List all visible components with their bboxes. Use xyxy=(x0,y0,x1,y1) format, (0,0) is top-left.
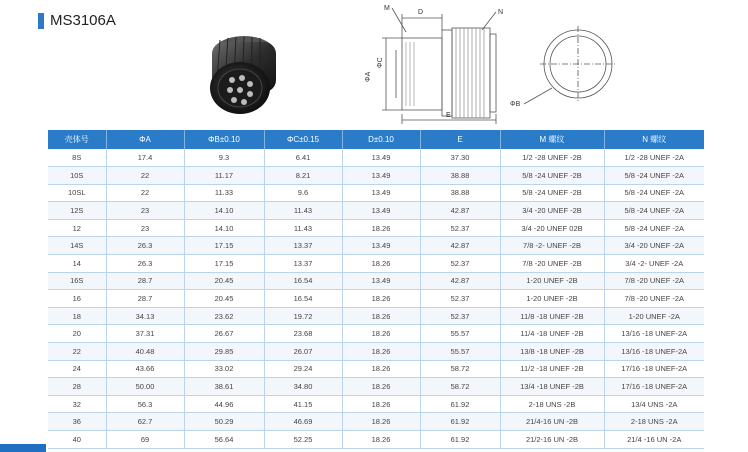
label-m: M xyxy=(384,5,390,12)
table-cell: 42.87 xyxy=(420,237,500,255)
title-accent-bar xyxy=(38,13,44,29)
table-row xyxy=(48,431,704,449)
table-cell: 29.85 xyxy=(184,343,264,361)
table-cell: 14 xyxy=(48,255,106,273)
table-cell: 18.26 xyxy=(342,378,420,396)
table-row xyxy=(48,219,704,237)
table-cell: 13.49 xyxy=(342,167,420,185)
table-cell: 9.3 xyxy=(184,149,264,167)
table-cell: 56.3 xyxy=(106,395,184,413)
table-cell: 13/8 -18 UNEF -2B xyxy=(500,343,604,361)
table-cell: 37.30 xyxy=(420,149,500,167)
table-cell: 13.49 xyxy=(342,184,420,202)
table-cell: 11/4 -18 UNEF -2B xyxy=(500,325,604,343)
table-cell: 7/8 -2- UNEF -2B xyxy=(500,237,604,255)
table-cell: 3/4 -20 UNEF -2A xyxy=(604,237,704,255)
header-shell-size: 壳体号 xyxy=(48,130,106,149)
table-cell: 11.33 xyxy=(184,184,264,202)
table-cell: 21/4-16 UN -2B xyxy=(500,413,604,431)
table-cell: 3/4 -2- UNEF -2A xyxy=(604,255,704,273)
table-cell: 37.31 xyxy=(106,325,184,343)
table-cell: 52.37 xyxy=(420,255,500,273)
table-cell: 69 xyxy=(106,431,184,449)
table-row xyxy=(48,184,704,202)
table-cell: 20.45 xyxy=(184,272,264,290)
table-cell: 17/16 -18 UNEF-2A xyxy=(604,360,704,378)
header-n-thread: N 螺纹 xyxy=(604,130,704,149)
table-cell: 19.72 xyxy=(264,307,342,325)
table-cell: 22 xyxy=(106,167,184,185)
title-block xyxy=(38,12,116,29)
corner-accent xyxy=(0,444,46,452)
table-row xyxy=(48,290,704,308)
table-cell: 17.4 xyxy=(106,149,184,167)
table-cell: 40.48 xyxy=(106,343,184,361)
table-cell: 6.41 xyxy=(264,149,342,167)
table-row xyxy=(48,395,704,413)
table-cell: 28.7 xyxy=(106,290,184,308)
table-cell: 34.80 xyxy=(264,378,342,396)
header-d: D±0.10 xyxy=(342,130,420,149)
table-cell: 38.88 xyxy=(420,184,500,202)
table-cell: 5/8 -24 UNEF -2B xyxy=(500,167,604,185)
table-cell: 1/2 -28 UNEF -2B xyxy=(500,149,604,167)
table-cell: 22 xyxy=(48,343,106,361)
table-cell: 13.37 xyxy=(264,255,342,273)
table-cell: 38.61 xyxy=(184,378,264,396)
table-row xyxy=(48,167,704,185)
table-cell: 5/8 -24 UNEF -2A xyxy=(604,167,704,185)
table-cell: 18.26 xyxy=(342,255,420,273)
table-cell: 7/8 -20 UNEF -2B xyxy=(500,255,604,273)
table-cell: 10SL xyxy=(48,184,106,202)
table-cell: 50.29 xyxy=(184,413,264,431)
table-cell: 12S xyxy=(48,202,106,220)
table-cell: 14S xyxy=(48,237,106,255)
table-cell: 5/8 -24 UNEF -2A xyxy=(604,219,704,237)
table-cell: 26.67 xyxy=(184,325,264,343)
table-cell: 9.6 xyxy=(264,184,342,202)
table-header-row xyxy=(48,130,704,149)
label-d: D xyxy=(418,9,424,16)
label-phi-c: ΦC xyxy=(377,57,384,68)
table-cell: 56.64 xyxy=(184,431,264,449)
table-cell: 32 xyxy=(48,395,106,413)
table-cell: 23 xyxy=(106,202,184,220)
table-cell: 16 xyxy=(48,290,106,308)
table-cell: 5/8 -24 UNEF -2A xyxy=(604,184,704,202)
table-cell: 11.43 xyxy=(264,219,342,237)
table-cell: 11.17 xyxy=(184,167,264,185)
table-cell: 18.26 xyxy=(342,431,420,449)
table-cell: 21/4 -16 UN -2A xyxy=(604,431,704,449)
technical-drawing xyxy=(346,2,636,126)
header-phi-b: ΦB±0.10 xyxy=(184,130,264,149)
table-cell: 18.26 xyxy=(342,219,420,237)
table-row xyxy=(48,343,704,361)
table-cell: 13.49 xyxy=(342,272,420,290)
table-cell: 5/8 -24 UNEF -2B xyxy=(500,184,604,202)
table-cell: 23 xyxy=(106,219,184,237)
header-phi-c: ΦC±0.15 xyxy=(264,130,342,149)
table-cell: 46.69 xyxy=(264,413,342,431)
table-body xyxy=(48,149,704,448)
table-cell: 33.02 xyxy=(184,360,264,378)
table-cell: 14.10 xyxy=(184,219,264,237)
table-cell: 61.92 xyxy=(420,395,500,413)
table-cell: 55.57 xyxy=(420,343,500,361)
table-cell: 13.49 xyxy=(342,149,420,167)
table-cell: 23.68 xyxy=(264,325,342,343)
table-cell: 36 xyxy=(48,413,106,431)
table-cell: 8.21 xyxy=(264,167,342,185)
table-cell: 1-20 UNEF -2B xyxy=(500,290,604,308)
table-cell: 21/2-16 UN -2B xyxy=(500,431,604,449)
table-cell: 18.26 xyxy=(342,395,420,413)
table-cell: 11/2 -18 UNEF -2B xyxy=(500,360,604,378)
table-cell: 23.62 xyxy=(184,307,264,325)
table-cell: 2-18 UNS -2A xyxy=(604,413,704,431)
table-cell: 18.26 xyxy=(342,307,420,325)
table-cell: 18.26 xyxy=(342,325,420,343)
table-cell: 61.92 xyxy=(420,431,500,449)
table-cell: 20.45 xyxy=(184,290,264,308)
table-cell: 41.15 xyxy=(264,395,342,413)
label-phi-b: ΦB xyxy=(510,101,521,108)
table-cell: 17.15 xyxy=(184,255,264,273)
table-cell: 52.37 xyxy=(420,219,500,237)
table-cell: 16S xyxy=(48,272,106,290)
label-e: E xyxy=(446,112,451,119)
table-cell: 13.49 xyxy=(342,202,420,220)
table-cell: 43.66 xyxy=(106,360,184,378)
table-cell: 29.24 xyxy=(264,360,342,378)
table-cell: 13/16 -18 UNEF-2A xyxy=(604,343,704,361)
page-title: MS3106A xyxy=(50,12,116,29)
table-cell: 11/8 -18 UNEF -2B xyxy=(500,307,604,325)
table-cell: 55.57 xyxy=(420,325,500,343)
table-cell: 18.26 xyxy=(342,360,420,378)
table-cell: 1-20 UNEF -2B xyxy=(500,272,604,290)
table-row xyxy=(48,413,704,431)
table-cell: 13.49 xyxy=(342,237,420,255)
table-cell: 16.54 xyxy=(264,290,342,308)
table-cell: 8S xyxy=(48,149,106,167)
table-cell: 14.10 xyxy=(184,202,264,220)
table-cell: 18.26 xyxy=(342,413,420,431)
table-cell: 50.00 xyxy=(106,378,184,396)
table-cell: 13.37 xyxy=(264,237,342,255)
table-cell: 28 xyxy=(48,378,106,396)
table-cell: 24 xyxy=(48,360,106,378)
table-cell: 62.7 xyxy=(106,413,184,431)
header-e: E xyxy=(420,130,500,149)
table-cell: 26.3 xyxy=(106,237,184,255)
table-cell: 42.87 xyxy=(420,202,500,220)
table-cell: 58.72 xyxy=(420,360,500,378)
table-cell: 58.72 xyxy=(420,378,500,396)
header-m-thread: M 螺纹 xyxy=(500,130,604,149)
table-row xyxy=(48,378,704,396)
table-row xyxy=(48,149,704,167)
table-row xyxy=(48,307,704,325)
table-cell: 34.13 xyxy=(106,307,184,325)
table-cell: 12 xyxy=(48,219,106,237)
table-cell: 20 xyxy=(48,325,106,343)
table-row xyxy=(48,237,704,255)
table-cell: 18.26 xyxy=(342,290,420,308)
table-cell: 3/4 -20 UNEF -2B xyxy=(500,202,604,220)
table-cell: 13/16 -18 UNEF-2A xyxy=(604,325,704,343)
table-cell: 61.92 xyxy=(420,413,500,431)
table-cell: 26.07 xyxy=(264,343,342,361)
table-cell: 7/8 -20 UNEF -2A xyxy=(604,272,704,290)
table-row xyxy=(48,202,704,220)
connector-photo xyxy=(196,24,284,120)
table-row xyxy=(48,360,704,378)
table-cell: 44.96 xyxy=(184,395,264,413)
table-cell: 18.26 xyxy=(342,343,420,361)
table-cell: 7/8 -20 UNEF -2A xyxy=(604,290,704,308)
table-cell: 2-18 UNS -2B xyxy=(500,395,604,413)
table-cell: 42.87 xyxy=(420,272,500,290)
table-cell: 52.37 xyxy=(420,307,500,325)
table-cell: 18 xyxy=(48,307,106,325)
table-cell: 1/2 -28 UNEF -2A xyxy=(604,149,704,167)
table-cell: 3/4 -20 UNEF 02B xyxy=(500,219,604,237)
table-cell: 13/4 -18 UNEF -2B xyxy=(500,378,604,396)
table-row xyxy=(48,255,704,273)
table-cell: 16.54 xyxy=(264,272,342,290)
table-cell: 28.7 xyxy=(106,272,184,290)
table-cell: 52.25 xyxy=(264,431,342,449)
table-cell: 40 xyxy=(48,431,106,449)
table-row xyxy=(48,272,704,290)
table-cell: 26.3 xyxy=(106,255,184,273)
label-n: N xyxy=(498,9,504,16)
table-cell: 11.43 xyxy=(264,202,342,220)
table-cell: 5/8 -24 UNEF -2A xyxy=(604,202,704,220)
table-cell: 17/16 -18 UNEF-2A xyxy=(604,378,704,396)
table-cell: 38.88 xyxy=(420,167,500,185)
table-cell: 17.15 xyxy=(184,237,264,255)
spec-table xyxy=(48,130,704,449)
table-cell: 1-20 UNEF -2A xyxy=(604,307,704,325)
table-row xyxy=(48,325,704,343)
table-cell: 22 xyxy=(106,184,184,202)
table-cell: 13/4 UNS -2A xyxy=(604,395,704,413)
header-phi-a: ΦA xyxy=(106,130,184,149)
table-cell: 10S xyxy=(48,167,106,185)
label-phi-a: ΦA xyxy=(365,71,372,82)
table-cell: 52.37 xyxy=(420,290,500,308)
